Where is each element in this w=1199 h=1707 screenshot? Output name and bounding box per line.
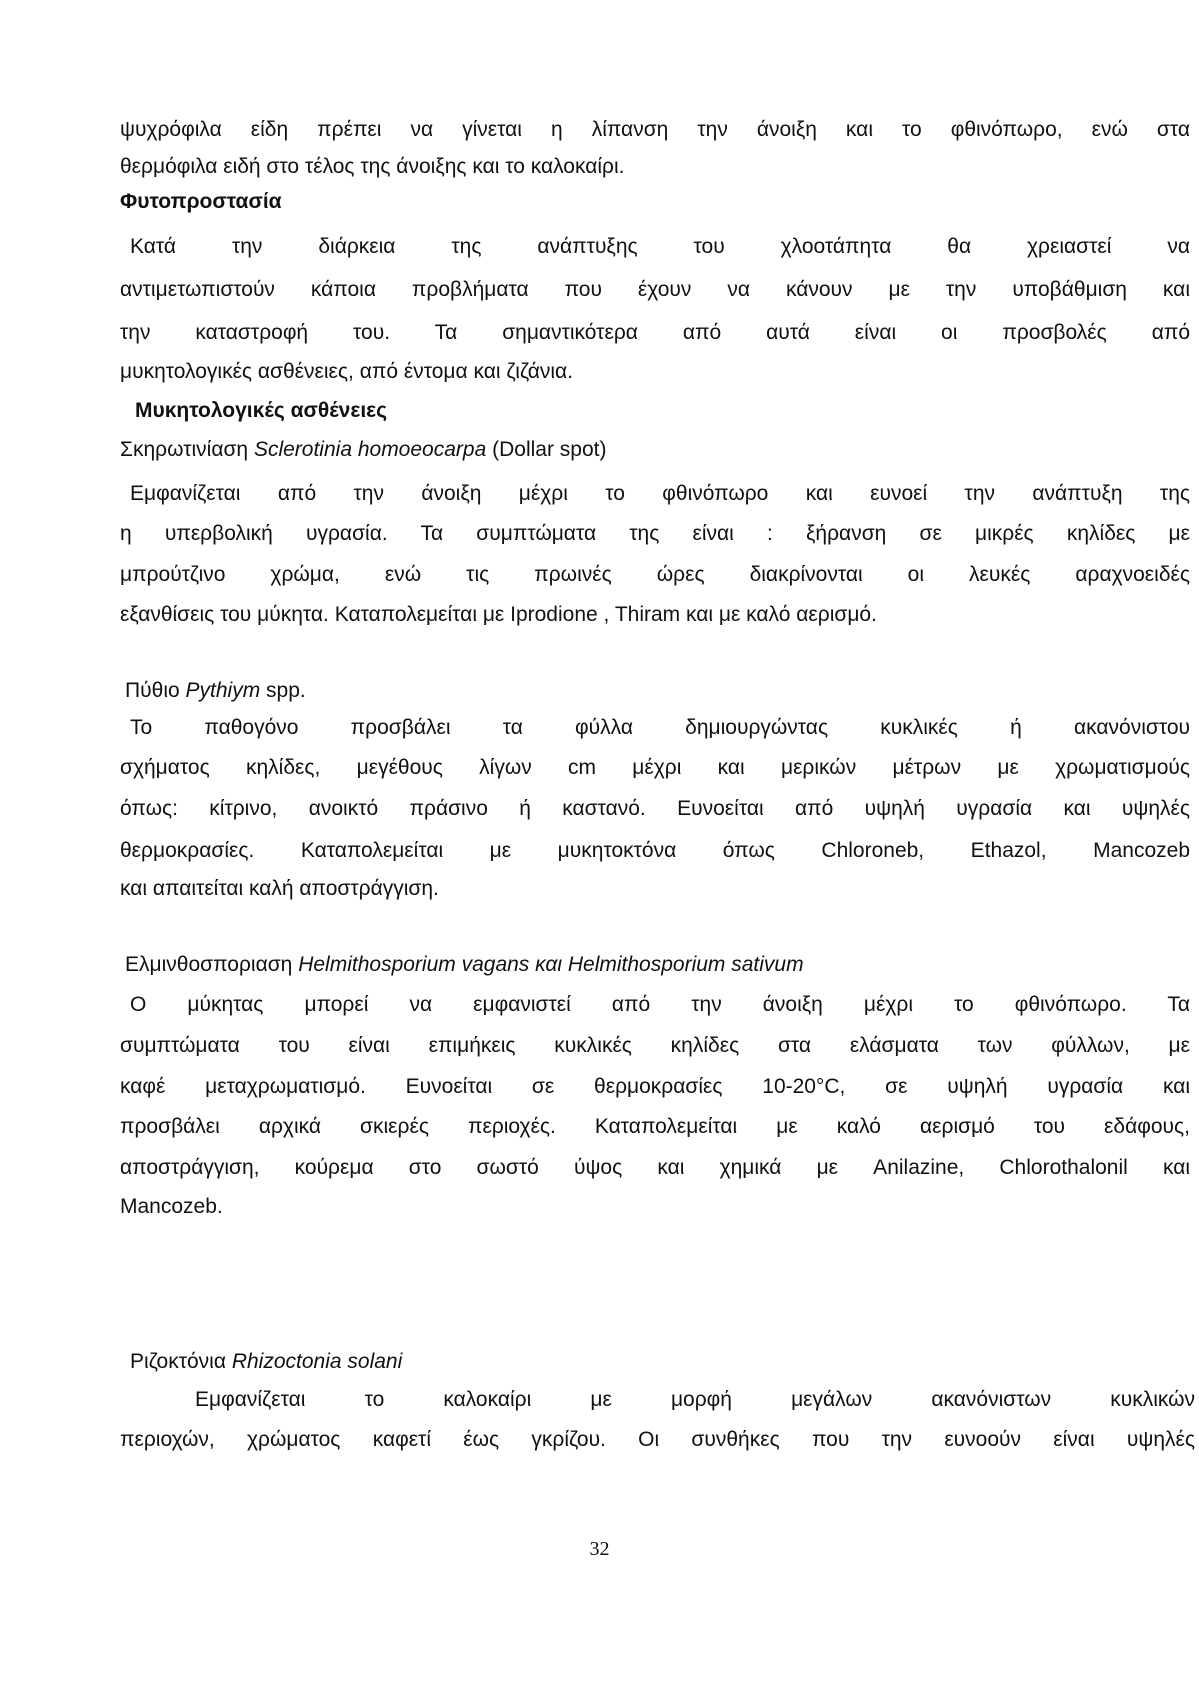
paragraph-line: Εμφανίζεται το καλοκαίρι με μορφή μεγάλων ακανόνιστων κυκλικών bbox=[195, 1388, 1195, 1411]
latin-name: Rhizoctonia solani bbox=[231, 1350, 403, 1373]
paragraph-line: καφέ μεταχρωματισμό. Ευνοείται σε θερμοκρασίες 10-20°C, σε υψηλή υγρασία και bbox=[120, 1075, 1190, 1098]
disease-note: spp. bbox=[260, 679, 306, 702]
paragraph-line: Mancozeb. bbox=[120, 1195, 223, 1218]
paragraph-line: ψυχρόφιλα είδη πρέπει να γίνεται η λίπανση την άνοιξη και το φθινόπωρο, ενώ στα bbox=[120, 118, 1190, 141]
disease-name: Πύθιο bbox=[125, 679, 186, 702]
subsection-heading: Μυκητολογικές ασθένειες bbox=[135, 399, 388, 422]
paragraph-line: Ο μύκητας μπορεί να εμφανιστεί από την άνοιξη μέχρι το φθινόπωρο. Τα bbox=[130, 993, 1190, 1016]
latin-name: Pythiym bbox=[185, 679, 261, 702]
paragraph-line: μπρούτζινο χρώμα, ενώ τις πρωινές ώρες διακρίνονται οι λευκές αραχνοειδές bbox=[120, 563, 1190, 586]
section-heading: Φυτοπροστασία bbox=[120, 190, 282, 213]
paragraph-line: περιοχών, χρώματος καφετί έως γκρίζου. Οι συνθήκες που την ευνοούν είναι υψηλές bbox=[120, 1428, 1195, 1451]
paragraph-line: η υπερβολική υγρασία. Τα συμπτώματα της είναι : ξήρανση σε μικρές κηλίδες με bbox=[120, 522, 1190, 545]
paragraph-line: αντιμετωπιστούν κάποια προβλήματα που έχουν να κάνουν με την υποβάθμιση και bbox=[120, 278, 1190, 301]
paragraph-line: εξανθίσεις του μύκητα. Καταπολεμείται με Iprodione , Thiram και με καλό αερισμό. bbox=[120, 603, 877, 626]
paragraph-line: σχήματος κηλίδες, μεγέθους λίγων cm μέχρι και μερικών μέτρων με χρωματισμούς bbox=[120, 756, 1190, 779]
paragraph-line: Εμφανίζεται από την άνοιξη μέχρι το φθινόπωρο και ευνοεί την ανάπτυξη της bbox=[130, 482, 1190, 505]
disease-title bbox=[125, 676, 306, 706]
latin-name: Sclerotinia homoeocarpa bbox=[253, 438, 487, 461]
paragraph-line: αποστράγγιση, κούρεμα στο σωστό ύψος και χημικά με Anilazine, Chlorothalonil και bbox=[120, 1156, 1190, 1179]
paragraph-line: θερμόφιλα ειδή στο τέλος της άνοιξης και το καλοκαίρι. bbox=[120, 155, 625, 178]
paragraph-line: θερμοκρασίες. Καταπολεμείται με μυκητοκτόνα όπως Chloroneb, Ethazol, Mancozeb bbox=[120, 839, 1190, 862]
disease-title bbox=[125, 950, 804, 980]
paragraph-line: Το παθογόνο προσβάλει τα φύλλα δημιουργώντας κυκλικές ή ακανόνιστου bbox=[130, 716, 1190, 739]
paragraph-line: συμπτώματα του είναι επιμήκεις κυκλικές κηλίδες στα ελάσματα των φύλλων, με bbox=[120, 1034, 1190, 1057]
disease-name: Σκηρωτινίαση bbox=[120, 438, 254, 461]
paragraph-line: προσβάλει αρχικά σκιερές περιοχές. Καταπολεμείται με καλό αερισμό του εδάφους, bbox=[120, 1115, 1190, 1138]
paragraph-line: και απαιτείται καλή αποστράγγιση. bbox=[120, 877, 439, 900]
page-number: 32 bbox=[589, 1538, 610, 1560]
disease-name: Ριζοκτόνια bbox=[130, 1350, 232, 1373]
disease-note: (Dollar spot) bbox=[486, 438, 607, 461]
paragraph-line: την καταστροφή του. Τα σημαντικότερα από αυτά είναι οι προσβολές από bbox=[120, 321, 1190, 344]
disease-name: Ελμινθοσποριαση bbox=[125, 953, 299, 976]
paragraph-line: Κατά την διάρκεια της ανάπτυξης του χλοοτάπητα θα χρειαστεί να bbox=[130, 235, 1190, 258]
latin-name: Helmithosporium vagans και Helmithosporium sativum bbox=[298, 953, 804, 976]
paragraph-line: μυκητολογικές ασθένειες, από έντομα και ζιζάνια. bbox=[120, 360, 574, 383]
disease-title bbox=[130, 1347, 402, 1377]
disease-title bbox=[120, 435, 606, 465]
paragraph-line: όπως: κίτρινο, ανοικτό πράσινο ή καστανό. Ευνοείται από υψηλή υγρασία και υψηλές bbox=[120, 797, 1190, 820]
